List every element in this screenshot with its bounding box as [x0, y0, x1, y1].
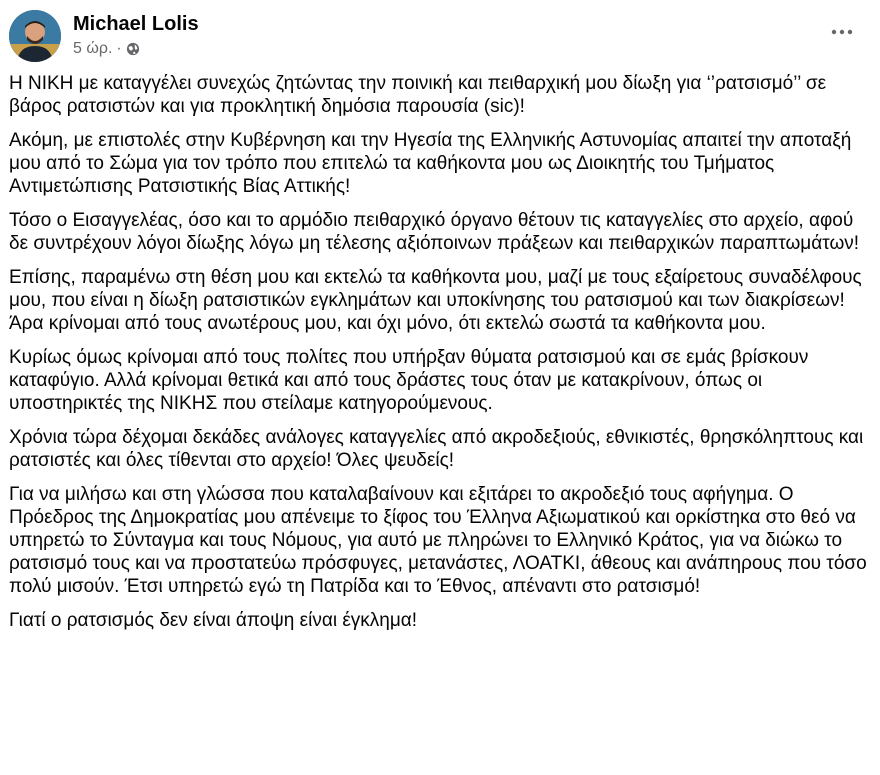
avatar[interactable] — [9, 10, 61, 62]
post-paragraph: Ακόμη, με επιστολές στην Κυβέρνηση και την Ηγεσία της Ελληνικής Αστυνομίας απαιτεί την αποταξή μου από το Σώμα για τον τρόπο που επιτελώ τα καθήκοντα μου ως Διοικητής του Τμήματος Αντιμετώπισης Ρατσιστικής Βίας Αττικής! — [9, 130, 852, 197]
post-paragraph: Τόσο ο Εισαγγελέας, όσο και το αρμόδιο πειθαρχικό όργανο θέτουν τις καταγγελίες στο αρχείο, αφού δε συντρέχουν λόγοι δίωξης λόγω μη τέλεσης αξιόποινων πράξεων και πειθαρχικών παραπτωμάτων! — [9, 210, 860, 254]
post-paragraph: Η ΝΙΚΗ με καταγγέλει συνεχώς ζητώντας την ποινική και πειθαρχική μου δίωξη για ‘’ρατσισμό’’ σε βάρος ρατσιστών και για προκλητική δημόσια παρουσία (sic)! — [9, 73, 827, 117]
author-name[interactable]: Michael Lolis — [73, 13, 199, 35]
globe-icon[interactable] — [126, 42, 140, 56]
post-paragraph: Για να μιλήσω και στη γλώσσα που καταλαβαίνουν και εξιτάρει το ακροδεξιό τους αφήγημα. Ο Πρόεδρος της Δημοκρατίας μου απένειμε το ξίφος του Έλληνα Αξιωματικού και ορκίστηκα στο θεό να υπηρετώ το Σύνταγμα και τους Νόμους, για αυτό με πληρώνει το Ελληνικό Κράτος, για να διώκω το ρατσισμό τους και να προστατεύω πρόσφυγες, μετανάστες, ΛΟΑΤΚΙ, άθεους και ανάπηρους που τόσο πολύ μισούν. Έτσι υπηρετώ εγώ τη Πατρίδα και το Έθνος, απέναντι στο ρατσισμό! — [9, 484, 867, 597]
post-header — [9, 8, 862, 64]
post-timestamp[interactable]: 5 ώρ. — [73, 40, 113, 57]
post-paragraph: Κυρίως όμως κρίνομαι από τους πολίτες που υπήρξαν θύματα ρατσισμού και σε εμάς βρίσκουν καταφύγιο. Αλλά κρίνομαι θετικά και από τους δράστες τους όταν με κατακρίνουν, όπως οι υποστηρικτές της ΝΙΚΗΣ που στείλαμε κατηγορούμενους. — [9, 347, 809, 414]
profile-photo — [9, 10, 61, 62]
post-paragraph: Γιατί ο ρατσισμός δεν είναι άποψη είναι έγκλημα! — [9, 610, 418, 631]
post-paragraph: Επίσης, παραμένω στη θέση μου και εκτελώ τα καθήκοντα μου, μαζί με τους εξαίρετους συναδέλφους μου, που είναι η δίωξη ρατσιστικών εγκλημάτων και υποκίνησης του ρατσισμού και των διακρίσεων! Άρα κρίνομαι από τους ανωτέρους μου, και όχι μόνο, ότι εκτελώ σωστά τα καθήκοντα μου. — [9, 267, 862, 334]
meta-separator: · — [116, 40, 122, 57]
post-paragraph: Χρόνια τώρα δέχομαι δεκάδες ανάλογες καταγγελίες από ακροδεξιούς, εθνικιστές, θρησκόληπτους και ρατσιστές και όλες τίθενται στο αρχείο! Όλες ψευδείς! — [9, 427, 864, 471]
more-options-icon[interactable] — [828, 18, 856, 46]
post-meta — [73, 39, 140, 59]
post-text — [9, 72, 869, 643]
